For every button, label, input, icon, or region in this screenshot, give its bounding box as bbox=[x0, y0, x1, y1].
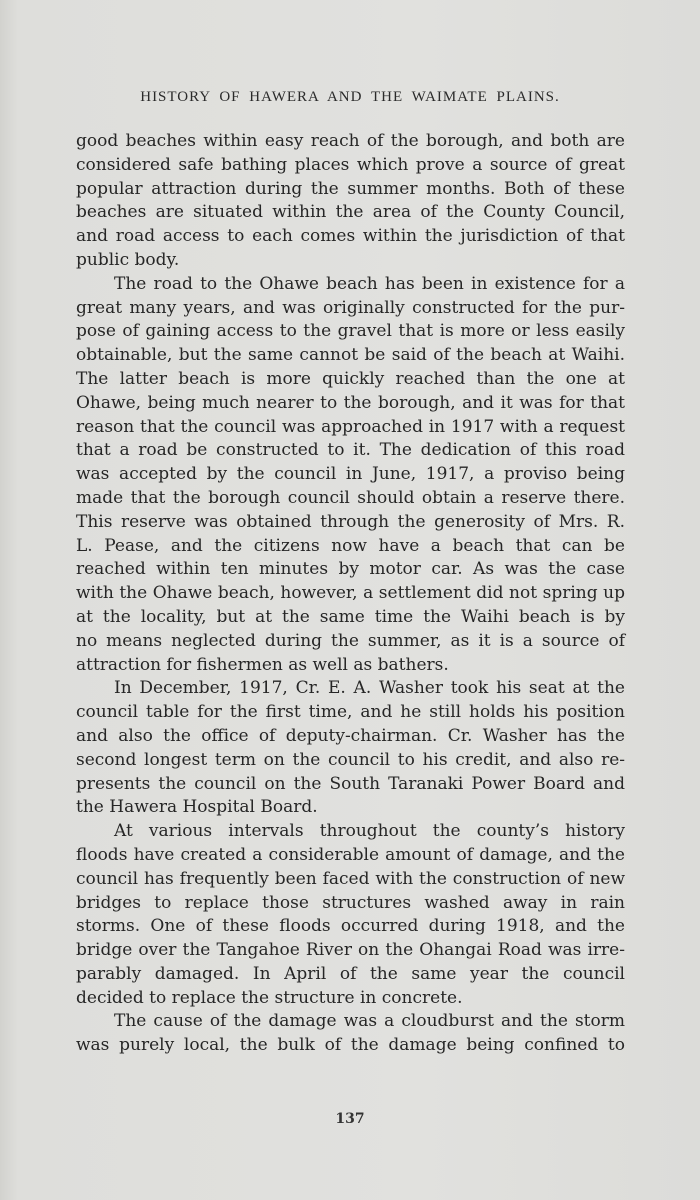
text-line: great many years, and was originally constructed for the pur- bbox=[76, 297, 625, 318]
text-line: made that the borough council should obtain a reserve there. bbox=[76, 487, 625, 508]
text-line: with the Ohawe beach, however, a settlement did not spring up bbox=[76, 583, 625, 604]
text-line: good beaches within easy reach of the borough, and both are bbox=[76, 131, 625, 151]
paragraph-washer bbox=[76, 677, 625, 820]
text-line: obtainable, but the same cannot be said of the beach at Waihi. bbox=[76, 345, 625, 366]
text-line: considered safe bathing places which prove a source of great bbox=[76, 154, 625, 175]
running-head: HISTORY OF HAWERA AND THE WAIMATE PLAINS. bbox=[140, 89, 560, 105]
text-line: public body. bbox=[76, 249, 180, 270]
text-line: reason that the council was approached in 1917 with a request bbox=[76, 416, 625, 437]
paragraph-beaches bbox=[76, 130, 625, 273]
text-line: at the locality, but at the same time the Waihi beach is by bbox=[76, 606, 625, 627]
text-line: council table for the first time, and he still holds his position bbox=[76, 702, 625, 723]
paragraph-cloudburst bbox=[76, 1010, 625, 1058]
text-line: L. Pease, and the citizens now have a beach that can be bbox=[76, 535, 625, 556]
paragraph-floods bbox=[76, 820, 625, 1010]
text-line: The latter beach is more quickly reached than the one at bbox=[76, 368, 625, 389]
text-line: bridges to replace those structures washed away in rain bbox=[76, 892, 625, 913]
text-line: that a road be constructed to it. The dedication of this road bbox=[76, 440, 625, 461]
paragraph-ohawe-road bbox=[76, 273, 625, 678]
text-line: popular attraction during the summer months. Both of these bbox=[76, 178, 625, 199]
text-line: the Hawera Hospital Board. bbox=[76, 797, 318, 818]
text-line: was purely local, the bulk of the damage being confined to bbox=[76, 1035, 625, 1056]
text-line: reached within ten minutes by motor car. As was the case bbox=[76, 559, 625, 580]
text-line: The cause of the damage was a cloudburst and the storm bbox=[114, 1011, 625, 1032]
text-line: no means neglected during the summer, as it is a source of bbox=[76, 630, 625, 651]
text-line: and road access to each comes within the jurisdiction of that bbox=[76, 226, 625, 247]
text-line: attraction for fishermen as well as bathers. bbox=[76, 654, 449, 675]
text-line: bridge over the Tangahoe River on the Ohangai Road was irre- bbox=[76, 940, 625, 961]
text-line: In December, 1917, Cr. E. A. Washer took his seat at the bbox=[114, 678, 625, 699]
text-line: presents the council on the South Taranaki Power Board and bbox=[76, 773, 625, 794]
text-line: floods have created a considerable amount of damage, and the bbox=[76, 844, 625, 865]
text-line: beaches are situated within the area of the County Council, bbox=[76, 202, 625, 223]
text-line: decided to replace the structure in concrete. bbox=[76, 987, 463, 1008]
text-line: storms. One of these floods occurred during 1918, and the bbox=[76, 916, 625, 937]
text-line: second longest term on the council to his credit, and also re- bbox=[76, 749, 625, 770]
text-line: This reserve was obtained through the generosity of Mrs. R. bbox=[76, 511, 625, 532]
text-line: pose of gaining access to the gravel that is more or less easily bbox=[76, 321, 625, 342]
text-line: council has frequently been faced with the construction of new bbox=[76, 868, 625, 889]
page-number: 137 bbox=[335, 1111, 365, 1127]
text-line: and also the office of deputy-chairman. Cr. Washer has the bbox=[76, 725, 625, 746]
text-line: parably damaged. In April of the same year the council bbox=[76, 963, 625, 984]
text-line: At various intervals throughout the county’s history bbox=[114, 821, 625, 842]
text-line: Ohawe, being much nearer to the borough, and it was for that bbox=[76, 392, 625, 413]
text-line: was accepted by the council in June, 1917, a proviso being bbox=[76, 464, 625, 485]
body-text bbox=[76, 130, 625, 1058]
text-line: The road to the Ohawe beach has been in existence for a bbox=[114, 273, 625, 294]
